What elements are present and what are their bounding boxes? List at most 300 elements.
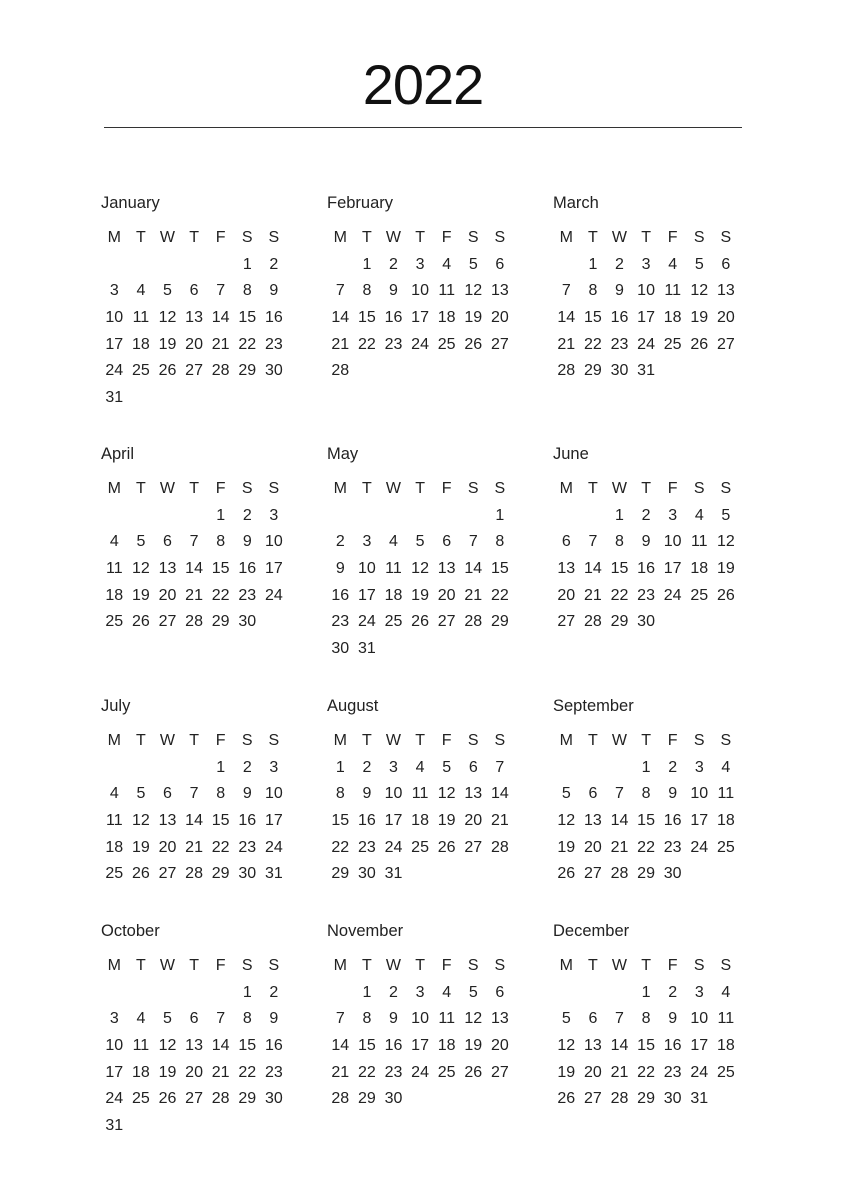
weekday-label: W (159, 229, 176, 246)
weekday-label: T (362, 480, 372, 497)
day-cell: 27 (716, 335, 735, 353)
day-cell: 29 (238, 362, 257, 380)
weekday-label: S (720, 957, 732, 974)
day-cell: 15 (238, 1037, 257, 1055)
day-cell: 25 (437, 1063, 456, 1081)
day-cell: 13 (158, 560, 177, 578)
empty-day-cell (154, 755, 181, 782)
weekday-label: W (385, 957, 402, 974)
day-cell: 31 (357, 640, 376, 658)
weekday-label: S (268, 480, 280, 497)
day-cell: 2 (615, 255, 624, 273)
day-cell: 20 (185, 1063, 203, 1081)
day-cell: 12 (158, 309, 177, 327)
month-name: January (101, 194, 160, 212)
day-cell: 26 (131, 613, 150, 631)
day-cell: 19 (158, 335, 177, 353)
day-cell: 21 (331, 1063, 350, 1081)
day-cell: 3 (362, 533, 372, 551)
day-cell: 28 (185, 613, 203, 631)
day-cell: 10 (637, 282, 655, 300)
day-cell: 20 (464, 812, 483, 830)
weekday-label: W (159, 480, 176, 497)
day-cell: 25 (716, 1063, 735, 1081)
weekday-label: M (107, 480, 121, 497)
day-cell: 7 (216, 1010, 226, 1028)
day-cell: 18 (131, 1063, 150, 1081)
weekday-label: T (641, 480, 651, 497)
day-cell: 12 (131, 560, 150, 578)
day-cell: 19 (557, 838, 576, 856)
day-cell: 14 (464, 560, 483, 578)
empty-day-cell (327, 980, 354, 1007)
day-grid (553, 225, 739, 385)
empty-day-cell (354, 503, 381, 530)
day-cell: 25 (131, 362, 150, 380)
weekday-label: S (467, 480, 479, 497)
day-cell: 14 (211, 1037, 230, 1055)
empty-day-cell (128, 503, 155, 530)
empty-day-cell (154, 980, 181, 1007)
weekday-label: M (333, 229, 347, 246)
day-cell: 20 (437, 586, 456, 604)
day-cell: 29 (583, 362, 602, 380)
day-cell: 3 (668, 506, 678, 524)
day-cell: 24 (663, 586, 682, 604)
day-cell: 28 (610, 865, 629, 883)
empty-day-cell (128, 980, 155, 1007)
day-cell: 22 (490, 586, 509, 604)
weekday-label: T (415, 957, 425, 974)
day-cell: 10 (384, 785, 403, 803)
day-cell: 11 (132, 309, 150, 327)
day-cell: 5 (415, 533, 425, 551)
day-cell: 27 (490, 335, 509, 353)
day-cell: 8 (216, 533, 226, 551)
day-cell: 6 (442, 533, 452, 551)
day-cell: 30 (238, 613, 257, 631)
day-cell: 5 (136, 785, 146, 803)
day-cell: 30 (238, 865, 257, 883)
day-cell: 19 (131, 838, 150, 856)
day-cell: 4 (109, 533, 119, 551)
day-cell: 18 (716, 812, 735, 830)
day-cell: 11 (105, 812, 123, 830)
weekday-label: F (215, 480, 226, 497)
day-cell: 24 (384, 838, 403, 856)
empty-day-cell (181, 755, 208, 782)
empty-day-cell (553, 252, 580, 279)
day-cell: 8 (362, 282, 372, 300)
day-cell: 24 (105, 362, 124, 380)
weekday-label: T (189, 480, 199, 497)
day-cell: 18 (437, 1037, 456, 1055)
day-cell: 27 (158, 865, 177, 883)
day-cell: 19 (158, 1063, 177, 1081)
weekday-label: S (693, 957, 705, 974)
day-cell: 7 (495, 758, 505, 776)
weekday-label: W (385, 732, 402, 749)
day-cell: 21 (185, 838, 203, 856)
weekday-label: S (241, 732, 253, 749)
weekday-label: S (693, 732, 705, 749)
day-cell: 28 (610, 1090, 629, 1108)
day-cell: 21 (610, 838, 629, 856)
day-cell: 9 (389, 282, 398, 300)
day-cell: 17 (384, 812, 403, 830)
month-name: August (327, 697, 379, 715)
day-cell: 13 (185, 1037, 203, 1055)
weekday-label: W (611, 732, 628, 749)
day-cell: 21 (211, 1063, 230, 1081)
day-cell: 30 (264, 362, 283, 380)
empty-day-cell (580, 980, 607, 1007)
day-cell: 19 (557, 1063, 576, 1081)
day-cell: 26 (411, 613, 429, 631)
empty-day-cell (460, 503, 487, 530)
empty-day-cell (380, 503, 407, 530)
day-cell: 11 (664, 282, 681, 300)
day-cell: 4 (389, 533, 398, 551)
day-cell: 14 (490, 785, 509, 803)
day-cell: 29 (357, 1090, 376, 1108)
day-cell: 25 (105, 865, 124, 883)
day-cell: 4 (442, 255, 452, 273)
day-cell: 8 (335, 785, 345, 803)
day-cell: 10 (690, 1010, 709, 1028)
day-cell: 19 (411, 586, 429, 604)
day-cell: 20 (583, 838, 602, 856)
weekday-label: M (333, 732, 347, 749)
weekday-label: S (494, 732, 506, 749)
empty-day-cell (181, 980, 208, 1007)
day-cell: 31 (105, 389, 124, 407)
weekday-label: T (415, 480, 425, 497)
day-cell: 28 (211, 1090, 230, 1108)
day-cell: 28 (464, 613, 483, 631)
day-cell: 1 (495, 506, 505, 524)
weekday-label: W (385, 480, 402, 497)
month-name: May (327, 445, 359, 463)
day-cell: 31 (264, 865, 283, 883)
day-cell: 20 (557, 586, 576, 604)
day-cell: 15 (238, 309, 257, 327)
day-cell: 12 (557, 812, 576, 830)
day-cell: 22 (238, 1063, 257, 1081)
day-cell: 18 (384, 586, 403, 604)
day-cell: 28 (331, 362, 350, 380)
day-cell: 7 (468, 533, 478, 551)
day-cell: 31 (105, 1117, 124, 1135)
day-cell: 27 (185, 1090, 203, 1108)
day-cell: 19 (131, 586, 150, 604)
day-cell: 2 (389, 255, 398, 273)
day-cell: 9 (242, 533, 252, 551)
day-cell: 13 (158, 812, 177, 830)
day-cell: 9 (269, 1010, 279, 1028)
day-cell: 3 (641, 255, 651, 273)
weekday-label: S (720, 480, 732, 497)
day-cell: 13 (583, 812, 602, 830)
day-cell: 10 (663, 533, 682, 551)
day-cell: 13 (490, 1010, 509, 1028)
day-cell: 13 (557, 560, 576, 578)
day-cell: 18 (105, 838, 124, 856)
day-cell: 28 (185, 865, 203, 883)
day-cell: 21 (583, 586, 602, 604)
day-cell: 2 (668, 758, 678, 776)
day-cell: 14 (610, 812, 629, 830)
day-cell: 14 (185, 812, 203, 830)
empty-day-cell (433, 503, 460, 530)
day-grid (101, 728, 287, 888)
day-cell: 15 (211, 560, 230, 578)
day-cell: 11 (690, 533, 708, 551)
day-cell: 25 (663, 335, 682, 353)
day-cell: 24 (411, 1063, 429, 1081)
empty-day-cell (128, 252, 155, 279)
day-cell: 4 (668, 255, 678, 273)
day-cell: 30 (384, 1090, 403, 1108)
day-grid (327, 225, 513, 385)
day-cell: 16 (238, 560, 257, 578)
day-cell: 24 (357, 613, 376, 631)
empty-day-cell (207, 252, 234, 279)
day-cell: 23 (384, 1063, 403, 1081)
day-cell: 15 (610, 560, 629, 578)
day-cell: 13 (716, 282, 735, 300)
day-cell: 2 (389, 983, 398, 1001)
day-grid (553, 728, 739, 888)
weekday-label: M (559, 732, 573, 749)
day-cell: 19 (716, 560, 735, 578)
day-cell: 3 (694, 983, 704, 1001)
day-cell: 29 (637, 1090, 655, 1108)
day-cell: 21 (610, 1063, 629, 1081)
day-cell: 23 (238, 838, 257, 856)
day-grid (327, 953, 513, 1113)
day-cell: 17 (690, 1037, 709, 1055)
day-cell: 13 (464, 785, 483, 803)
day-cell: 27 (464, 838, 483, 856)
weekday-label: T (588, 229, 598, 246)
day-cell: 4 (136, 1010, 146, 1028)
weekday-label: F (667, 480, 678, 497)
day-cell: 3 (389, 758, 398, 776)
day-cell: 12 (437, 785, 456, 803)
weekday-label: T (641, 229, 651, 246)
weekday-label: F (667, 732, 678, 749)
day-cell: 9 (269, 282, 279, 300)
day-cell: 26 (464, 335, 483, 353)
day-cell: 27 (583, 1090, 602, 1108)
weekday-label: T (588, 480, 598, 497)
weekday-label: W (611, 229, 628, 246)
day-cell: 10 (105, 309, 124, 327)
weekday-label: F (215, 229, 226, 246)
day-cell: 5 (468, 983, 478, 1001)
day-cell: 14 (211, 309, 230, 327)
empty-day-cell (580, 503, 607, 530)
day-grid (327, 728, 513, 888)
day-cell: 24 (690, 1063, 709, 1081)
empty-day-cell (101, 503, 128, 530)
weekday-label: T (415, 732, 425, 749)
day-cell: 17 (637, 309, 655, 327)
day-cell: 15 (331, 812, 350, 830)
day-cell: 6 (588, 1010, 598, 1028)
day-cell: 3 (109, 1010, 119, 1028)
weekday-label: T (415, 229, 425, 246)
day-cell: 15 (490, 560, 509, 578)
day-cell: 23 (663, 838, 682, 856)
day-cell: 4 (136, 282, 146, 300)
day-cell: 9 (389, 1010, 398, 1028)
day-cell: 10 (357, 560, 376, 578)
day-cell: 10 (264, 533, 283, 551)
year-title: 2022 (362, 53, 484, 116)
weekday-label: W (385, 229, 402, 246)
day-cell: 5 (468, 255, 478, 273)
day-cell: 5 (163, 1010, 172, 1028)
day-cell: 28 (490, 838, 509, 856)
day-cell: 9 (362, 785, 372, 803)
weekday-label: M (107, 957, 121, 974)
empty-day-cell (128, 755, 155, 782)
day-cell: 24 (411, 335, 429, 353)
day-cell: 13 (185, 309, 203, 327)
day-cell: 27 (158, 613, 177, 631)
weekday-label: W (611, 480, 628, 497)
day-cell: 11 (132, 1037, 150, 1055)
day-cell: 4 (694, 506, 704, 524)
weekday-label: T (641, 957, 651, 974)
day-cell: 7 (189, 785, 199, 803)
day-cell: 23 (610, 335, 629, 353)
empty-day-cell (327, 503, 354, 530)
day-cell: 15 (357, 1037, 376, 1055)
empty-day-cell (606, 980, 633, 1007)
day-cell: 17 (357, 586, 376, 604)
day-cell: 11 (411, 785, 429, 803)
day-cell: 5 (442, 758, 452, 776)
day-cell: 8 (362, 1010, 372, 1028)
day-cell: 23 (238, 586, 257, 604)
day-cell: 31 (637, 362, 655, 380)
day-cell: 14 (583, 560, 602, 578)
day-cell: 26 (464, 1063, 483, 1081)
weekday-label: S (467, 229, 479, 246)
day-cell: 30 (637, 613, 655, 631)
day-cell: 2 (242, 506, 252, 524)
day-cell: 5 (561, 785, 571, 803)
day-cell: 23 (331, 613, 350, 631)
weekday-label: W (159, 732, 176, 749)
day-cell: 28 (583, 613, 602, 631)
weekday-label: F (441, 229, 452, 246)
month-name: December (553, 922, 630, 940)
day-cell: 11 (105, 560, 123, 578)
weekday-label: T (189, 957, 199, 974)
day-cell: 19 (464, 1037, 483, 1055)
day-cell: 21 (211, 335, 230, 353)
day-cell: 9 (335, 560, 345, 578)
day-cell: 3 (109, 282, 119, 300)
weekday-label: T (136, 957, 146, 974)
day-cell: 1 (335, 758, 345, 776)
day-cell: 1 (216, 758, 226, 776)
day-cell: 16 (610, 309, 629, 327)
weekday-label: S (693, 229, 705, 246)
day-cell: 19 (690, 309, 709, 327)
day-cell: 30 (663, 1090, 682, 1108)
day-cell: 11 (438, 282, 455, 300)
month-name: July (101, 697, 131, 715)
day-cell: 7 (216, 282, 226, 300)
day-cell: 26 (557, 1090, 576, 1108)
day-cell: 29 (610, 613, 629, 631)
day-cell: 2 (269, 983, 279, 1001)
day-cell: 26 (716, 586, 735, 604)
day-cell: 9 (615, 282, 624, 300)
day-cell: 21 (331, 335, 350, 353)
day-cell: 13 (437, 560, 456, 578)
day-cell: 3 (269, 506, 279, 524)
day-cell: 29 (331, 865, 350, 883)
empty-day-cell (101, 252, 128, 279)
day-cell: 16 (384, 309, 403, 327)
day-cell: 22 (211, 586, 230, 604)
empty-day-cell (154, 252, 181, 279)
weekday-label: M (333, 957, 347, 974)
day-cell: 4 (442, 983, 452, 1001)
day-cell: 21 (490, 812, 509, 830)
weekday-label: F (215, 732, 226, 749)
day-cell: 17 (663, 560, 682, 578)
day-cell: 22 (238, 335, 257, 353)
empty-day-cell (181, 252, 208, 279)
day-cell: 5 (136, 533, 146, 551)
day-cell: 5 (163, 282, 172, 300)
day-cell: 17 (105, 1063, 124, 1081)
weekday-label: M (333, 480, 347, 497)
empty-day-cell (154, 503, 181, 530)
day-cell: 16 (384, 1037, 403, 1055)
day-cell: 25 (384, 613, 403, 631)
day-cell: 15 (637, 1037, 655, 1055)
day-cell: 12 (411, 560, 429, 578)
day-cell: 1 (641, 983, 651, 1001)
day-cell: 22 (637, 838, 655, 856)
day-cell: 26 (557, 865, 576, 883)
day-cell: 4 (721, 758, 731, 776)
day-cell: 16 (357, 812, 376, 830)
month-name: March (553, 194, 599, 212)
day-cell: 7 (335, 282, 345, 300)
day-cell: 20 (185, 335, 203, 353)
day-cell: 15 (637, 812, 655, 830)
day-cell: 30 (357, 865, 376, 883)
day-cell: 19 (464, 309, 483, 327)
weekday-label: S (268, 229, 280, 246)
weekday-label: S (494, 480, 506, 497)
day-cell: 9 (641, 533, 651, 551)
day-cell: 5 (721, 506, 731, 524)
day-cell: 24 (105, 1090, 124, 1108)
day-cell: 3 (694, 758, 704, 776)
day-cell: 13 (583, 1037, 602, 1055)
day-grid (553, 953, 739, 1113)
